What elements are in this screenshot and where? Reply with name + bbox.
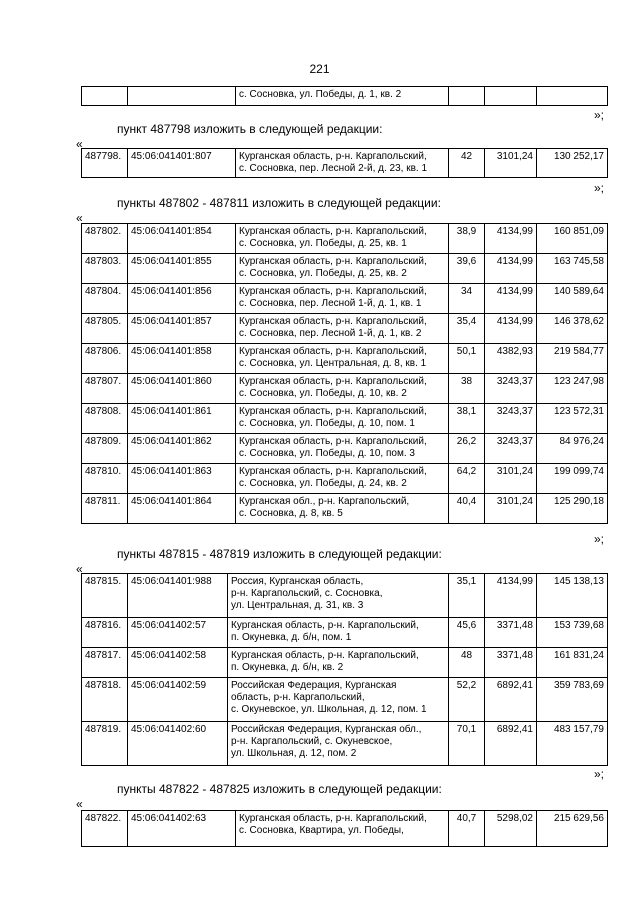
address-line: Курганская область, р-н. Каргапольский, [239, 406, 427, 417]
address-line: Курганская область, р-н. Каргапольский, [239, 316, 427, 327]
section-heading: пункты 487822 - 487825 изложить в следующей редакции: [117, 782, 442, 796]
cell-cadastral [128, 87, 236, 106]
address-line: Курганская область, р-н. Каргапольский, [239, 226, 427, 237]
cell-address [236, 494, 449, 524]
cell-price: 4134,99 [485, 574, 537, 618]
address-line: р-н. Каргапольский, с. Сосновка, [231, 588, 383, 599]
table-row [82, 149, 608, 178]
address-line: Курганская область, р-н. Каргапольский, [231, 650, 419, 661]
address-line: с. Окуневское, ул. Школьная, д. 12, пом. 1 [231, 704, 427, 715]
cell-cadastral: 45:06:041401:860 [128, 374, 236, 404]
cell-cadastral: 45:06:041402:60 [128, 722, 228, 766]
quote-open: « [76, 562, 83, 576]
table-row [82, 574, 608, 618]
address-line: п. Окуневка, д. б/н, кв. 2 [231, 662, 344, 673]
cell-id: 487811. [82, 494, 128, 524]
cell-cadastral: 45:06:041401:807 [128, 149, 236, 178]
address-line: с. Сосновка, ул. Центральная, д. 8, кв. 1 [239, 358, 427, 369]
cell-address [228, 648, 449, 678]
cell-price: 3101,24 [485, 464, 537, 494]
address-line: с. Сосновка, Квартира, ул. Победы, [239, 825, 404, 836]
cell-price: 3371,48 [485, 618, 537, 648]
data-table [81, 148, 608, 178]
table-row [82, 618, 608, 648]
cell-value: 359 783,69 [537, 678, 608, 722]
table-continuation [81, 86, 608, 106]
address-line: Курганская область, р-н. Каргапольский, [239, 151, 427, 162]
cell-value [537, 87, 608, 106]
address-line: Россия, Курганская область, [231, 576, 364, 587]
address-line: п. Окуневка, д. б/н, пом. 1 [231, 632, 352, 643]
cell-address [236, 464, 449, 494]
cell-price: 6892,41 [485, 678, 537, 722]
cell-cadastral: 45:06:041401:857 [128, 314, 236, 344]
cell-cadastral: 45:06:041401:855 [128, 254, 236, 284]
cell-address [236, 344, 449, 374]
cell-area: 26,2 [449, 434, 485, 464]
cell-address [236, 224, 449, 254]
cell-value: 123 572,31 [537, 404, 608, 434]
cell-address [236, 149, 449, 178]
cell-value: 145 138,13 [537, 574, 608, 618]
cell-area: 64,2 [449, 464, 485, 494]
cell-area: 38,1 [449, 404, 485, 434]
address-line: с. Сосновка, ул. Победы, д. 25, кв. 2 [239, 268, 407, 279]
cell-value: 146 378,62 [537, 314, 608, 344]
cell-address [236, 434, 449, 464]
cell-area [449, 87, 485, 106]
data-table [81, 573, 608, 766]
address-line: ул. Школьная, д. 12, пом. 2 [231, 748, 357, 759]
cell-id: 487815. [82, 574, 128, 618]
quote-close: »; [594, 181, 605, 195]
cell-value: 161 831,24 [537, 648, 608, 678]
cell-price: 4134,99 [485, 224, 537, 254]
cell-address [236, 404, 449, 434]
table-row [82, 811, 608, 847]
address-line: с. Сосновка, д. 8, кв. 5 [239, 508, 343, 519]
cell-id: 487805. [82, 314, 128, 344]
cell-area: 39,6 [449, 254, 485, 284]
cell-value: 215 629,56 [537, 811, 608, 847]
cell-address [236, 374, 449, 404]
cell-id: 487819. [82, 722, 128, 766]
table-row [82, 314, 608, 344]
cell-id: 487804. [82, 284, 128, 314]
cell-cadastral: 45:06:041402:59 [128, 678, 228, 722]
cell-cadastral: 45:06:041402:63 [128, 811, 236, 847]
address-line: Курганская область, р-н. Каргапольский, [239, 466, 427, 477]
table-row [82, 494, 608, 524]
cell-area: 42 [449, 149, 485, 178]
address-line: с. Сосновка, ул. Победы, д. 10, пом. 3 [239, 448, 415, 459]
cell-id: 487816. [82, 618, 128, 648]
cell-value: 130 252,17 [537, 149, 608, 178]
quote-open: « [76, 797, 83, 811]
cell-id: 487802. [82, 224, 128, 254]
table-row [82, 434, 608, 464]
section-heading: пункт 487798 изложить в следующей редакции: [117, 122, 383, 136]
page-number: 221 [309, 62, 330, 76]
cell-value: 140 589,64 [537, 284, 608, 314]
cell-area: 50,1 [449, 344, 485, 374]
address-line: Курганская обл., р-н. Каргапольский, [239, 496, 410, 507]
cell-cadastral: 45:06:041401:854 [128, 224, 236, 254]
cell-address [236, 314, 449, 344]
cell-value: 483 157,79 [537, 722, 608, 766]
cell-value: 125 290,18 [537, 494, 608, 524]
quote-open: « [76, 211, 83, 225]
cell-id: 487798. [82, 149, 128, 178]
cell-value: 160 851,09 [537, 224, 608, 254]
address-line: с. Сосновка, ул. Победы, д. 10, кв. 2 [239, 388, 407, 399]
cell-address: с. Сосновка, ул. Победы, д. 1, кв. 2 [236, 87, 449, 106]
cell-price: 3243,37 [485, 434, 537, 464]
section-heading: пункты 487815 - 487819 изложить в следующей редакции: [117, 547, 442, 561]
address-line: с. Сосновка, пер. Лесной 2-й, д. 23, кв. 1 [239, 163, 428, 174]
cell-address [236, 284, 449, 314]
cell-price: 4134,99 [485, 284, 537, 314]
quote-close: »; [594, 532, 605, 546]
quote-close: »; [594, 108, 605, 122]
cell-area: 45,6 [449, 618, 485, 648]
cell-id: 487809. [82, 434, 128, 464]
cell-value: 153 739,68 [537, 618, 608, 648]
quote-close: »; [594, 767, 605, 781]
cell-id: 487803. [82, 254, 128, 284]
section-heading: пункты 487802 - 487811 изложить в следующей редакции: [117, 196, 441, 210]
cell-cadastral: 45:06:041401:862 [128, 434, 236, 464]
cell-area: 38,9 [449, 224, 485, 254]
cell-id: 487817. [82, 648, 128, 678]
cell-address [228, 618, 449, 648]
cell-id: 487810. [82, 464, 128, 494]
cell-cadastral: 45:06:041401:988 [128, 574, 228, 618]
cell-area: 38 [449, 374, 485, 404]
cell-cadastral: 45:06:041401:864 [128, 494, 236, 524]
address-line: Курганская область, р-н. Каргапольский, [239, 346, 427, 357]
address-line: Курганская область, р-н. Каргапольский, [239, 376, 427, 387]
table-row [82, 404, 608, 434]
cell-cadastral: 45:06:041401:863 [128, 464, 236, 494]
table-row [82, 648, 608, 678]
cell-address [236, 254, 449, 284]
cell-cadastral: 45:06:041402:57 [128, 618, 228, 648]
table-row [82, 254, 608, 284]
address-line: ул. Центральная, д. 31, кв. 3 [231, 600, 364, 611]
cell-id: 487822. [82, 811, 128, 847]
cell-area: 40,4 [449, 494, 485, 524]
cell-price: 3371,48 [485, 648, 537, 678]
cell-price: 4382,93 [485, 344, 537, 374]
cell-address [236, 811, 449, 847]
cell-value: 219 584,77 [537, 344, 608, 374]
cell-price: 5298,02 [485, 811, 537, 847]
cell-area: 48 [449, 648, 485, 678]
cell-price: 4134,99 [485, 314, 537, 344]
cell-cadastral: 45:06:041401:856 [128, 284, 236, 314]
table-row [82, 722, 608, 766]
cell-value: 163 745,58 [537, 254, 608, 284]
cell-area: 40,7 [449, 811, 485, 847]
address-line: с. Сосновка, ул. Победы, д. 10, пом. 1 [239, 418, 415, 429]
cell-value: 123 247,98 [537, 374, 608, 404]
address-line: с. Сосновка, ул. Победы, д. 25, кв. 1 [239, 238, 407, 249]
cell-price: 3243,37 [485, 374, 537, 404]
cell-area: 35,4 [449, 314, 485, 344]
cell-id: 487818. [82, 678, 128, 722]
cell-value: 84 976,24 [537, 434, 608, 464]
cell-area: 35,1 [449, 574, 485, 618]
cell-address [228, 574, 449, 618]
address-line: р-н. Каргапольский, с. Окуневское, [231, 736, 393, 747]
cell-price [485, 87, 537, 106]
address-line: с. Сосновка, пер. Лесной 1-й, д. 1, кв. 2 [239, 328, 422, 339]
cell-address [228, 678, 449, 722]
cell-area: 52,2 [449, 678, 485, 722]
address-line: Курганская область, р-н. Каргапольский, [239, 436, 427, 447]
address-line: Российская Федерация, Курганская [231, 680, 397, 691]
cell-address [228, 722, 449, 766]
table-row [82, 87, 608, 106]
cell-value: 199 099,74 [537, 464, 608, 494]
data-table [81, 810, 608, 847]
address-line: область, р-н. Каргапольский, [231, 692, 365, 703]
cell-price: 6892,41 [485, 722, 537, 766]
cell-price: 4134,99 [485, 254, 537, 284]
cell-id [82, 87, 128, 106]
address-line: Курганская область, р-н. Каргапольский, [231, 620, 419, 631]
address-line: Курганская область, р-н. Каргапольский, [239, 813, 427, 824]
address-line: Курганская область, р-н. Каргапольский, [239, 286, 427, 297]
cell-price: 3101,24 [485, 494, 537, 524]
cell-id: 487807. [82, 374, 128, 404]
address-line: Курганская область, р-н. Каргапольский, [239, 256, 427, 267]
table-row [82, 284, 608, 314]
table-row [82, 224, 608, 254]
cell-id: 487808. [82, 404, 128, 434]
cell-cadastral: 45:06:041402:58 [128, 648, 228, 678]
cell-price: 3101,24 [485, 149, 537, 178]
address-line: Российская Федерация, Курганская обл., [231, 724, 422, 735]
address-line: с. Сосновка, ул. Победы, д. 24, кв. 2 [239, 478, 407, 489]
cell-id: 487806. [82, 344, 128, 374]
cell-cadastral: 45:06:041401:861 [128, 404, 236, 434]
cell-area: 34 [449, 284, 485, 314]
quote-open: « [76, 137, 83, 151]
cell-area: 70,1 [449, 722, 485, 766]
table-row [82, 374, 608, 404]
address-line: с. Сосновка, пер. Лесной 1-й, д. 1, кв. 1 [239, 298, 422, 309]
cell-cadastral: 45:06:041401:858 [128, 344, 236, 374]
cell-price: 3243,37 [485, 404, 537, 434]
data-table [81, 223, 608, 524]
table-row [82, 678, 608, 722]
table-row [82, 344, 608, 374]
table-row [82, 464, 608, 494]
